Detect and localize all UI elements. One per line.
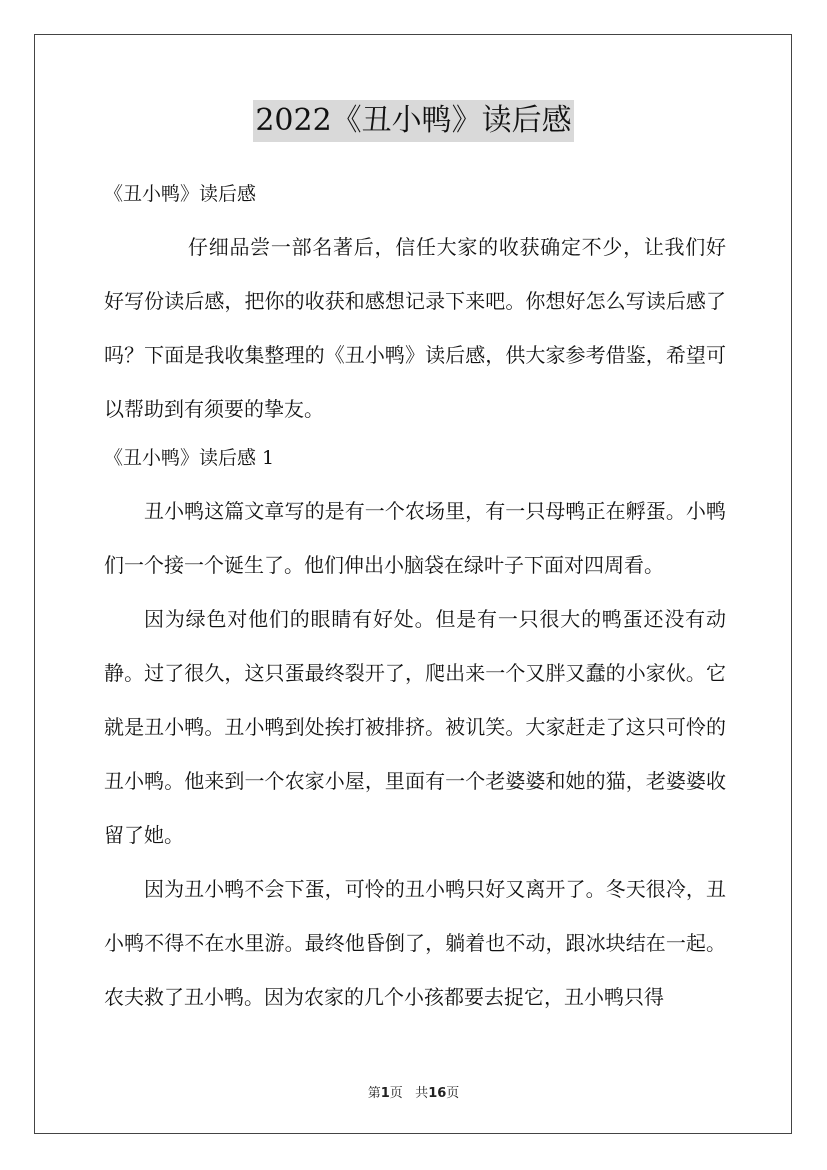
total-pages: 16 bbox=[428, 1086, 447, 1101]
body-paragraph: 因为绿色对他们的眼睛有好处。但是有一只很大的鸭蛋还没有动静。过了很久，这只蛋最终裂开了，爬出来一个又胖又蠢的小家伙。它就是丑小鸭。丑小鸭到处挨打被排挤。被讥笑。大家赶走了这只可怜的丑小鸭。他来到一个农家小屋，里面有一个老婆婆和她的猫，老婆婆收留了她。 bbox=[104, 607, 726, 847]
total-prefix: 共 bbox=[415, 1086, 429, 1101]
intro-heading: 《丑小鸭》读后感 bbox=[104, 183, 257, 205]
page-footer bbox=[0, 1082, 827, 1101]
page-number: 1 bbox=[380, 1086, 390, 1101]
body-paragraph: 丑小鸭这篇文章写的是有一个农场里，有一只母鸭正在孵蛋。小鸭们一个接一个诞生了。他们伸出小脑袋在绿叶子下面对四周看。 bbox=[104, 499, 726, 577]
page-suffix: 页 bbox=[389, 1086, 403, 1101]
document-title: 2022《丑小鸭》读后感 bbox=[253, 100, 573, 142]
page-prefix: 第 bbox=[367, 1086, 381, 1101]
total-suffix: 页 bbox=[446, 1086, 460, 1101]
intro-paragraph: 仔细品尝一部名著后，信任大家的收获确定不少，让我们好好写份读后感，把你的收获和感想记录下来吧。你想好怎么写读后感了吗？下面是我收集整理的《丑小鸭》读后感，供大家参考借鉴，希望可以帮助到有须要的挚友。 bbox=[104, 235, 726, 421]
section-heading-1: 《丑小鸭》读后感 1 bbox=[104, 447, 275, 469]
title-wrap bbox=[0, 100, 827, 142]
document-body bbox=[104, 172, 726, 1024]
body-paragraph: 因为丑小鸭不会下蛋，可怜的丑小鸭只好又离开了。冬天很冷，丑小鸭不得不在水里游。最终他昏倒了，躺着也不动，跟冰块结在一起。农夫救了丑小鸭。因为农家的几个小孩都要去捉它，丑小鸭只得 bbox=[104, 877, 726, 1009]
